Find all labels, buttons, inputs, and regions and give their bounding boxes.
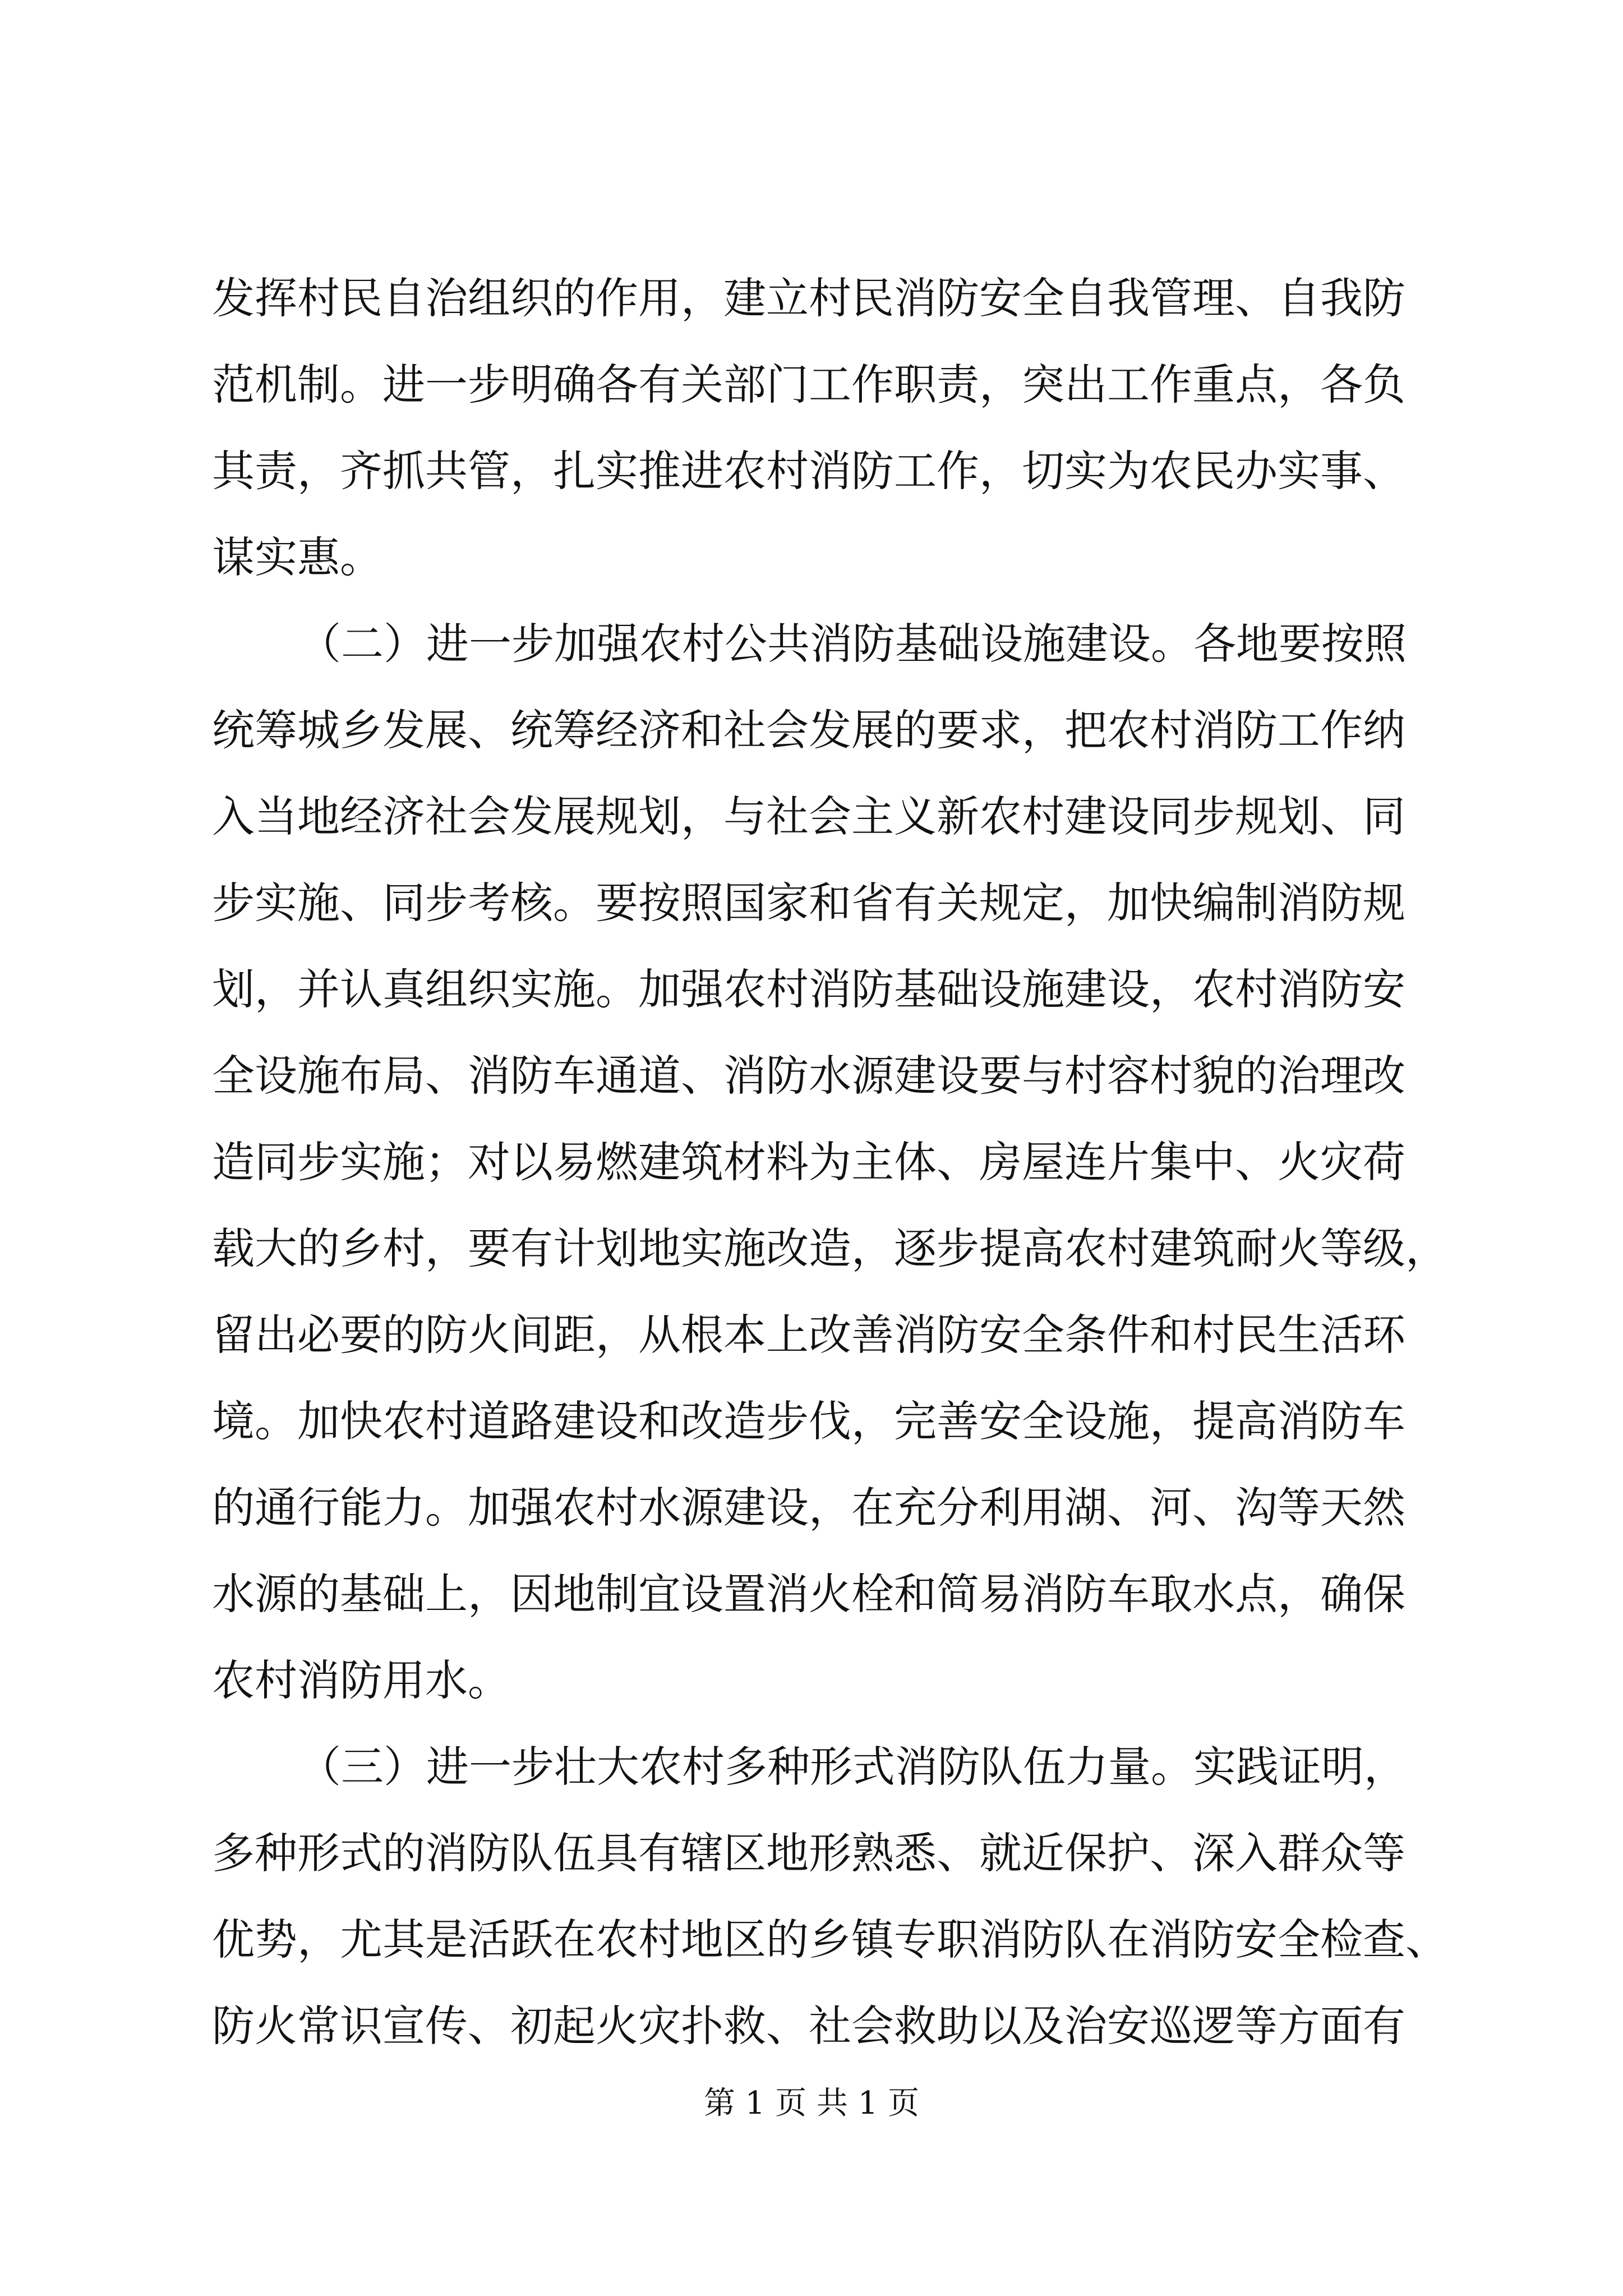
text-line: 步实施、同步考核。要按照国家和省有关规定，加快编制消防规 xyxy=(212,878,1405,928)
text-line: 境。加快农村道路建设和改造步伐，完善安全设施，提高消防车 xyxy=(212,1396,1405,1446)
text-line: 载大的乡村，要有计划地实施改造，逐步提高农村建筑耐火等级， xyxy=(212,1223,1448,1273)
paragraph-2 xyxy=(212,601,1448,1724)
text-line: 范机制。进一步明确各有关部门工作职责，突出工作重点，各负 xyxy=(212,360,1405,409)
text-line: （二）进一步加强农村公共消防基础设施建设。各地要按照 xyxy=(298,619,1407,669)
page-footer xyxy=(0,2081,1623,2126)
text-line: 多种形式的消防队伍具有辖区地形熟悉、就近保护、深入群众等 xyxy=(212,1828,1405,1878)
text-line: 划，并认真组织实施。加强农村消防基础设施建设，农村消防安 xyxy=(212,964,1405,1014)
text-line: 入当地经济社会发展规划，与社会主义新农村建设同步规划、同 xyxy=(212,792,1405,841)
text-line: 其责，齐抓共管，扎实推进农村消防工作，切实为农民办实事、 xyxy=(212,446,1405,496)
text-line: 优势，尤其是活跃在农村地区的乡镇专职消防队在消防安全检查、 xyxy=(212,1915,1448,1964)
paragraph-3 xyxy=(212,1724,1448,2069)
text-line: 造同步实施；对以易燃建筑材料为主体、房屋连片集中、火灾荷 xyxy=(212,1137,1405,1187)
text-line: 水源的基础上，因地制宜设置消火栓和简易消防车取水点，确保 xyxy=(212,1569,1405,1619)
paragraph-1 xyxy=(212,255,1436,601)
text-line: 统筹城乡发展、统筹经济和社会发展的要求，把农村消防工作纳 xyxy=(212,705,1405,755)
text-line: 发挥村民自治组织的作用，建立村民消防安全自我管理、自我防 xyxy=(212,273,1405,323)
text-line: 农村消防用水。 xyxy=(212,1655,510,1705)
document-body xyxy=(212,255,1448,2069)
text-line: 的通行能力。加强农村水源建设，在充分利用湖、河、沟等天然 xyxy=(212,1483,1405,1533)
page-number: 第 1 页 共 1 页 xyxy=(703,2085,920,2122)
text-line: 谋实惠。 xyxy=(212,532,382,582)
text-line: 留出必要的防火间距，从根本上改善消防安全条件和村民生活环 xyxy=(212,1310,1405,1360)
text-line: 全设施布局、消防车通道、消防水源建设要与村容村貌的治理改 xyxy=(212,1051,1405,1101)
text-line: （三）进一步壮大农村多种形式消防队伍力量。实践证明， xyxy=(298,1742,1407,1792)
text-line: 防火常识宣传、初起火灾扑救、社会救助以及治安巡逻等方面有 xyxy=(212,2001,1405,2051)
